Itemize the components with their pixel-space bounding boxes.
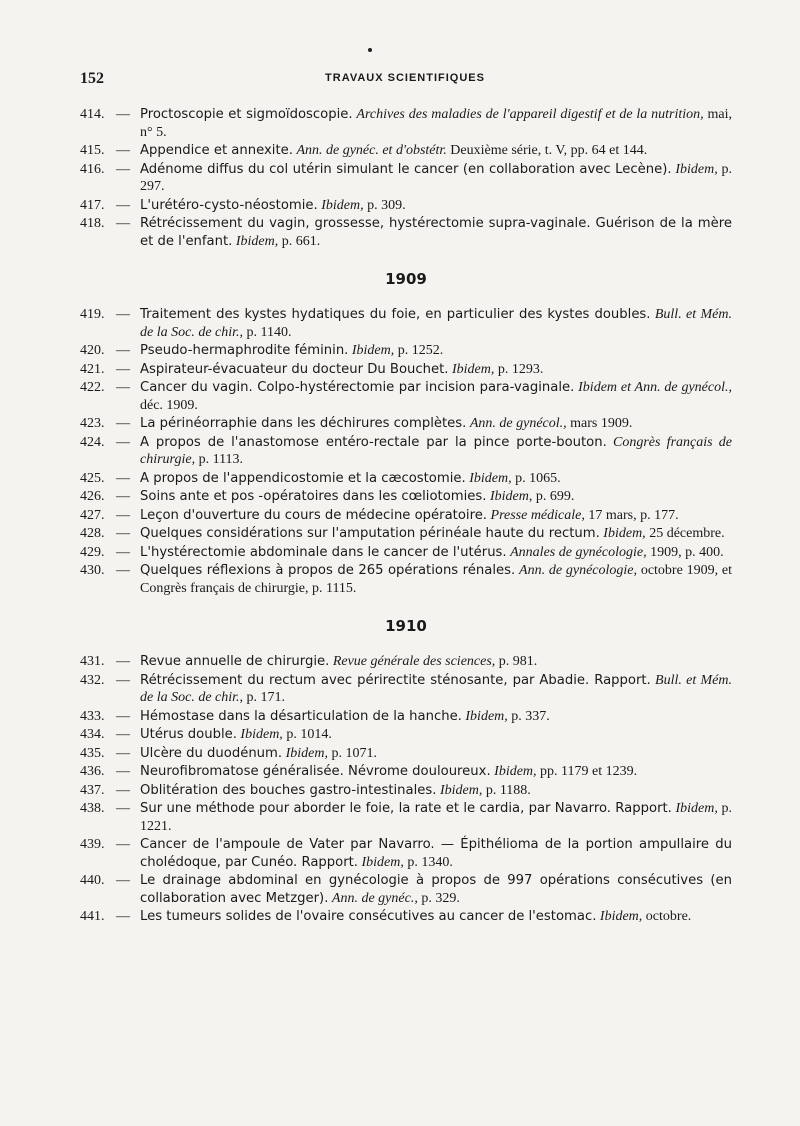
entry-number: 435. xyxy=(80,745,105,761)
entry-number: 434. xyxy=(80,727,105,742)
entry-source: Ibidem, xyxy=(439,782,483,798)
entry-number: 426. xyxy=(80,489,105,504)
entry-number: 423. xyxy=(80,416,105,431)
entry-title: Cancer du vagin. Colpo-hystérectomie par incision para-vaginale. xyxy=(140,380,575,395)
year-heading: 1909 xyxy=(385,270,427,288)
entry-number: 441. xyxy=(80,909,105,924)
bibliography-entry xyxy=(80,161,732,196)
entry-pages: p. 1293. xyxy=(497,361,544,377)
entry-dash: — xyxy=(116,416,130,431)
entry-pages: p. 661. xyxy=(281,233,321,249)
entry-number: 415. xyxy=(80,143,105,158)
year-heading: 1910 xyxy=(385,617,427,635)
entry-title: Ulcère du duodénum. xyxy=(140,745,283,761)
entry-number: 432. xyxy=(80,672,105,688)
entry-source: Presse médicale, xyxy=(490,507,585,523)
entry-dash: — xyxy=(116,782,130,798)
entry-title: A propos de l'appendicostomie et la cæcostomie. xyxy=(140,470,466,486)
entry-number: 420. xyxy=(80,343,105,358)
entry-title: La périnéorraphie dans les déchirures complètes. xyxy=(140,416,467,431)
entry-dash: — xyxy=(116,434,130,450)
bibliography-entry xyxy=(80,800,732,835)
bibliography-entry xyxy=(80,653,732,671)
entry-source: Ibidem, xyxy=(285,745,328,761)
entry-title: Hémostase dans la désarticulation de la hanche. xyxy=(140,708,462,724)
entry-title: Utérus double. xyxy=(140,727,237,742)
running-title: TRAVAUX SCIENTIFIQUES xyxy=(325,72,485,84)
entry-dash: — xyxy=(116,837,130,852)
entry-pages: octobre. xyxy=(645,909,692,924)
entry-dash: — xyxy=(116,307,130,322)
entry-pages: p. 337. xyxy=(511,708,550,724)
entry-number: 437. xyxy=(80,782,105,798)
entry-number: 438. xyxy=(80,801,105,816)
entry-dash: — xyxy=(116,161,130,177)
entry-dash: — xyxy=(116,672,130,688)
entry-dash: — xyxy=(116,727,130,742)
bibliography-entry xyxy=(80,434,732,469)
entry-pages: p. 1221. xyxy=(140,801,733,834)
entry-source: Ibidem, xyxy=(361,854,404,870)
bibliography-entry xyxy=(80,672,732,707)
entry-pages: Deuxième série, t. V, pp. 64 et 144. xyxy=(450,143,648,158)
entry-pages: p. 1140. xyxy=(246,324,292,340)
entry-pages: déc. 1909. xyxy=(140,397,198,413)
entry-dash: — xyxy=(116,544,130,560)
entry-pages: p. 329. xyxy=(421,890,460,906)
entry-dash: — xyxy=(116,708,130,724)
entry-title: Les tumeurs solides de l'ovaire consécutives au cancer de l'estomac. xyxy=(140,909,597,924)
bibliography-entry xyxy=(80,908,732,926)
bibliography-entry xyxy=(80,726,732,744)
entry-pages: octobre 1909, et Congrès français de chirurgie, p. 1115. xyxy=(140,563,733,596)
entry-dash: — xyxy=(116,489,130,504)
entry-source: Ibidem, xyxy=(351,343,395,358)
entry-dash: — xyxy=(116,361,130,377)
entry-source: Ann. de gynécologie, xyxy=(519,563,638,578)
entry-pages: p. 699. xyxy=(535,489,575,504)
entry-title: A propos de l'anastomose entéro-rectale par la pince porte-bouton. xyxy=(140,434,607,450)
entry-number: 414. xyxy=(80,107,105,122)
bibliography-entry xyxy=(80,342,732,360)
entry-source: Ibidem, xyxy=(675,801,718,816)
entry-title: Pseudo-hermaphrodite féminin. xyxy=(140,343,349,358)
entry-source: Ibidem, xyxy=(599,909,643,924)
entry-number: 417. xyxy=(80,197,105,213)
entry-number: 416. xyxy=(80,161,105,177)
entry-pages: p. 1113. xyxy=(198,452,244,467)
entry-title: Proctoscopie et sigmoïdoscopie. xyxy=(140,107,353,122)
bibliography-entry xyxy=(80,379,732,414)
entry-dash: — xyxy=(116,526,130,541)
bibliography-entry xyxy=(80,361,732,379)
entry-pages: p. 297. xyxy=(140,161,733,194)
entry-pages: p. 1252. xyxy=(397,343,444,358)
entry-number: 422. xyxy=(80,380,105,395)
entry-dash: — xyxy=(116,909,130,924)
entry-source: Ann. de gynécol., xyxy=(469,416,567,431)
bibliography-entry xyxy=(80,470,732,488)
entry-pages: 1909, p. 400. xyxy=(650,544,724,560)
entry-source: Ibidem, xyxy=(465,708,508,724)
entry-pages: mars 1909. xyxy=(570,416,633,431)
entry-dash: — xyxy=(116,216,130,231)
entry-source: Bull. et Mém. de la Soc. de chir., xyxy=(140,307,732,340)
entry-dash: — xyxy=(116,143,130,158)
entry-pages: 25 décembre. xyxy=(649,526,725,541)
entry-pages: mai, n° 5. xyxy=(140,107,733,140)
entry-title: Leçon d'ouverture du cours de médecine opératoire. xyxy=(140,507,488,523)
entry-source: Congrès français de chirurgie, xyxy=(140,434,732,467)
entry-title: Appendice et annexite. xyxy=(140,143,293,158)
entry-title: Rétrécissement du rectum avec périrectite sténosante, par Abadie. Rapport. xyxy=(140,672,651,688)
entry-title: Aspirateur-évacuateur du docteur Du Bouchet. xyxy=(140,361,449,377)
entry-pages: p. 171. xyxy=(246,690,286,705)
page-header xyxy=(80,70,730,90)
bibliography-entry xyxy=(80,763,732,781)
entry-number: 421. xyxy=(80,361,105,377)
entry-number: 431. xyxy=(80,654,105,669)
entry-source: Ibidem, xyxy=(235,233,279,249)
entry-title: L'urétéro-cysto-néostomie. xyxy=(140,197,318,213)
bibliography-entry xyxy=(80,562,732,597)
entry-number: 419. xyxy=(80,307,105,322)
entry-dash: — xyxy=(116,507,130,523)
bibliography-entry xyxy=(80,782,732,800)
entry-dash: — xyxy=(116,197,130,213)
entry-source: Ibidem, xyxy=(451,361,495,377)
bibliography-entry xyxy=(80,306,732,341)
bibliography-entry xyxy=(80,872,732,907)
bibliography-entry xyxy=(80,507,732,525)
entry-number: 428. xyxy=(80,526,105,541)
entry-source: Archives des maladies de l'appareil digestif et de la nutrition, xyxy=(356,107,704,122)
bibliography-entry xyxy=(80,488,732,506)
entry-pages: p. 309. xyxy=(367,197,406,213)
bibliography-entry xyxy=(80,197,732,215)
entry-source: Ann. de gynéc., xyxy=(331,890,418,906)
entry-dash: — xyxy=(116,801,130,816)
entry-source: Ibidem, xyxy=(494,764,537,779)
entry-source: Annales de gynécologie, xyxy=(510,544,647,560)
bibliography-entry xyxy=(80,836,732,871)
bibliography-entry xyxy=(80,708,732,726)
entry-title: Soins ante et pos -opératoires dans les cœliotomies. xyxy=(140,489,487,504)
entry-source: Ibidem, xyxy=(603,526,646,541)
entry-source: Ibidem, xyxy=(321,197,364,213)
entry-title: L'hystérectomie abdominale dans le cancer de l'utérus. xyxy=(140,544,507,560)
entry-title: Sur une méthode pour aborder le foie, la rate et le cardia, par Navarro. Rapport. xyxy=(140,801,672,816)
entry-title: Adénome diffus du col utérin simulant le cancer (en collaboration avec Lecène). xyxy=(140,161,672,177)
entry-pages: p. 1340. xyxy=(407,854,453,870)
entry-source: Ibidem, xyxy=(489,489,533,504)
entry-number: 436. xyxy=(80,764,105,779)
entry-dash: — xyxy=(116,764,130,779)
entry-pages: p. 981. xyxy=(498,654,538,669)
bibliography-entry xyxy=(80,415,732,433)
entry-source: Bull. et Mém. de la Soc. de chir., xyxy=(140,672,733,705)
entry-number: 418. xyxy=(80,216,105,231)
bibliography-entry xyxy=(80,544,732,562)
entry-title: Traitement des kystes hydatiques du foie, en particulier des kystes doubles. xyxy=(140,307,651,322)
entry-pages: p. 1188. xyxy=(485,782,531,798)
entry-title: Cancer de l'ampoule de Vater par Navarro. — Épithélioma de la portion ampullaire du cholédoque, par Cunéo. Rapport. xyxy=(140,837,732,870)
bibliography-entry xyxy=(80,525,732,543)
entry-dash: — xyxy=(116,563,130,578)
entry-title: Quelques réflexions à propos de 265 opérations rénales. xyxy=(140,563,516,578)
entry-number: 440. xyxy=(80,873,105,888)
entry-source: Ibidem et Ann. de gynécol., xyxy=(578,380,732,395)
entry-title: Rétrécissement du vagin, grossesse, hystérectomie supra-vaginale. Guérison de la mère et de l'enfant. xyxy=(140,216,732,249)
entry-source: Ann. de gynéc. et d'obstétr. xyxy=(296,143,447,158)
bibliography-list xyxy=(80,106,732,927)
entry-title: Revue annuelle de chirurgie. xyxy=(140,654,330,669)
entry-dash: — xyxy=(116,654,130,669)
entry-number: 424. xyxy=(80,434,105,450)
entry-title: Quelques considérations sur l'amputation périnéale haute du rectum. xyxy=(140,526,600,541)
entry-title: Le drainage abdominal en gynécologie à propos de 997 opérations consécutives (en collaboration avec Metzger). xyxy=(140,873,732,906)
entry-dash: — xyxy=(116,873,130,888)
entry-source: Ibidem, xyxy=(675,161,718,177)
entry-dash: — xyxy=(116,745,130,761)
entry-pages: 17 mars, p. 177. xyxy=(588,507,679,523)
page-mark xyxy=(368,48,372,52)
entry-number: 429. xyxy=(80,544,105,560)
bibliography-entry xyxy=(80,106,732,141)
entry-number: 433. xyxy=(80,708,105,724)
entry-pages: pp. 1179 et 1239. xyxy=(540,764,638,779)
bibliography-entry xyxy=(80,142,732,160)
entry-source: Ibidem, xyxy=(469,470,512,486)
entry-pages: p. 1014. xyxy=(286,727,332,742)
page-number: 152 xyxy=(80,70,104,87)
entry-title: Oblitération des bouches gastro-intestinales. xyxy=(140,782,437,798)
bibliography-entry xyxy=(80,745,732,763)
entry-number: 430. xyxy=(80,563,105,578)
entry-number: 427. xyxy=(80,507,105,523)
entry-dash: — xyxy=(116,343,130,358)
entry-dash: — xyxy=(116,107,130,122)
entry-dash: — xyxy=(116,470,130,486)
entry-title: Neurofibromatose généralisée. Névrome douloureux. xyxy=(140,764,491,779)
bibliography-entry xyxy=(80,215,732,250)
entry-dash: — xyxy=(116,380,130,395)
entry-number: 439. xyxy=(80,837,105,852)
entry-source: Ibidem, xyxy=(240,727,283,742)
entry-pages: p. 1071. xyxy=(331,745,377,761)
entry-number: 425. xyxy=(80,470,105,486)
entry-source: Revue générale des sciences, xyxy=(332,654,496,669)
entry-pages: p. 1065. xyxy=(515,470,561,486)
